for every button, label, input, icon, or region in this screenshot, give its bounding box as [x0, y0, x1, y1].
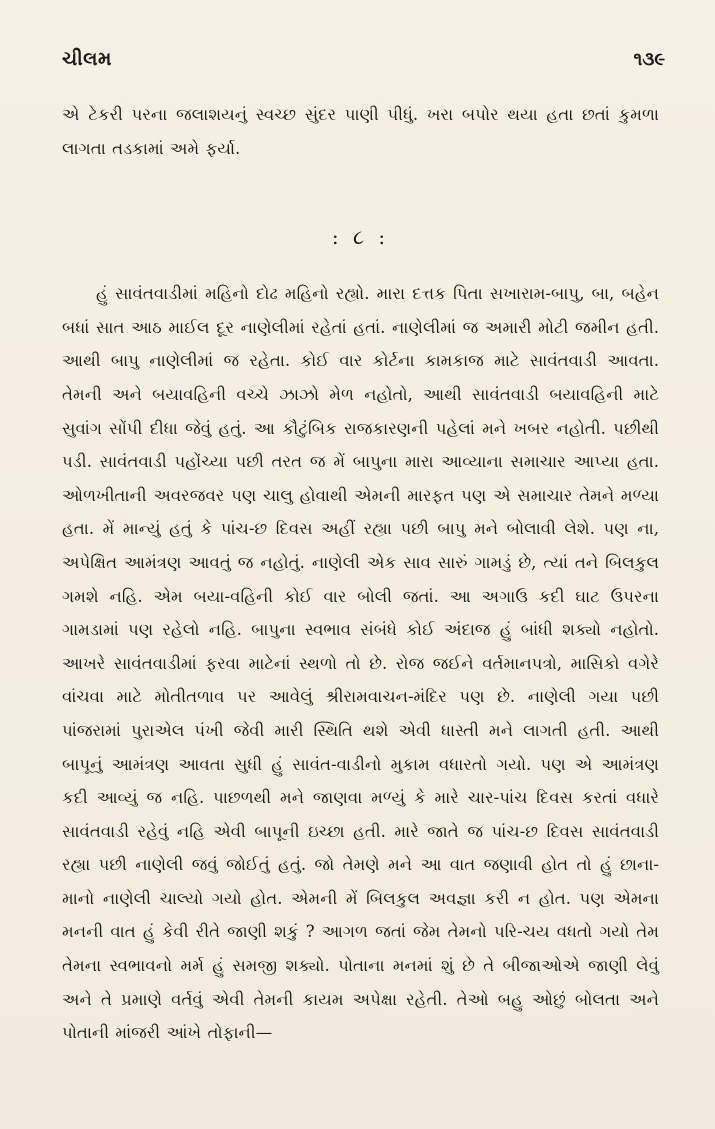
running-header [62, 48, 665, 78]
page-number: ૧૩૯ [633, 49, 665, 70]
running-title: ચીલમ [62, 48, 112, 70]
body-paragraph: હું સાવંતવાડીમાં મહિનો દોઢ મહિનો રહ્યો. મારા દત્તક પિતા સખારામ-બાપુ, બા, બહેન બધાં સાત આઠ માઈલ દૂર નાણેલીમાં રહેતાં હતાં. નાણેલીમાં જ અમારી મોટી જમીન હતી. આથી બાપુ નાણેલીમાં જ રહેતા. કોઈ વાર કોર્ટના કામકાજ માટે સાવંતવાડી આવતા. તેમની અને બયાવહિની વચ્ચે ઝાઝો મેળ નહોતો, આથી સાવંતવાડી બયાવહિની માટે સુવાંગ સોંપી દીધા જેવું હતું. આ કૌટુંબિક રાજકારણની પહેલાં મને ખબર નહોતી. પછીથી પડી. સાવંતવાડી પહોંચ્યા પછી તરત જ મેં બાપુના મારા આવ્યાના સમાચાર આપ્યા હતા. ઓળખીતાની અવરજવર પણ ચાલુ હોવાથી એમની મારફત પણ એ સમાચાર તેમને મળ્યા હતા. મેં માન્યું હતું કે પાંચ-છ દિવસ અહીં રહ્યા પછી બાપુ મને બોલાવી લેશે. પણ ના, અપેક્ષિત આમંત્રણ આવતું જ નહોતું. નાણેલી એક સાવ સારું ગામડું છે, ત્યાં તને બિલકુલ ગમશે નહિ. એમ બયા-વહિની કોઈ વાર બોલી જતાં. આ અગાઉ કદી ઘાટ ઉપરના ગામડામાં પણ રહેલો નહિ. બાપુના સ્વભાવ સંબંધે કોઈ અંદાજ હું બાંધી શક્યો નહોતો. આખરે સાવંતવાડીમાં ફરવા માટેનાં સ્થળો તો છે. રોજ જઈને વર્તમાનપત્રો, માસિકો વગેરે વાંચવા માટે મોતીતળાવ પર આવેલું શ્રીરામવાચન-મંદિર પણ છે. નાણેલી ગયા પછી પાંજરામાં પુરાએલ પંખી જેવી મારી સ્થિતિ થશે એવી ધાસ્તી મને લાગતી હતી. આથી બાપૂનું આમંત્રણ આવતા સુધી હું સાવંત-વાડીનો મુકામ વધારતો ગયો. પણ એ આમંત્રણ કદી આવ્યું જ નહિ. પાછળથી મને જાણવા મળ્યું કે મારે ચાર-પાંચ દિવસ કરતાં વધારે સાવંતવાડી રહેવું નહિ એવી બાપૂની ઇચ્છા હતી. મારે જાતે જ પાંચ-છ દિવસ સાવંતવાડી રહ્યા પછી નાણેલી જવું જોઈતું હતું. જો તેમણે મને આ વાત જણાવી હોત તો હું છાના-માનો નાણેલી ચાલ્યો ગયો હોત. એમની મેં બિલકુલ અવજ્ઞા કરી ન હોત. પણ એમના મનની વાત હું કેવી રીતે જાણી શકું ? આગળ જતાં જેમ તેમનો પરિ-ચય વધતો ગયો તેમ તેમના સ્વભાવનો મર્મ હું સમજી શક્યો. પોતાના મનમાં શું છે તે બીજાઓએ જાણી લેવું અને તે પ્રમાણે વર્તવું એવી તેમની કાયમ અપેક્ષા રહેતી. તેઓ બહુ ઓછું બોલતા અને પોતાની માંજરી આંખે તોફાની— [62, 284, 659, 1043]
opening-paragraph: એ ટેકરી પરના જલાશયનું સ્વચ્છ સુંદર પાણી પીધું. ખરા બપોર થયા હતા છતાં કુમળા લાગતા તડકામાં અમે ફર્યા. [62, 105, 659, 158]
section-number: : ૮ : [331, 225, 390, 250]
